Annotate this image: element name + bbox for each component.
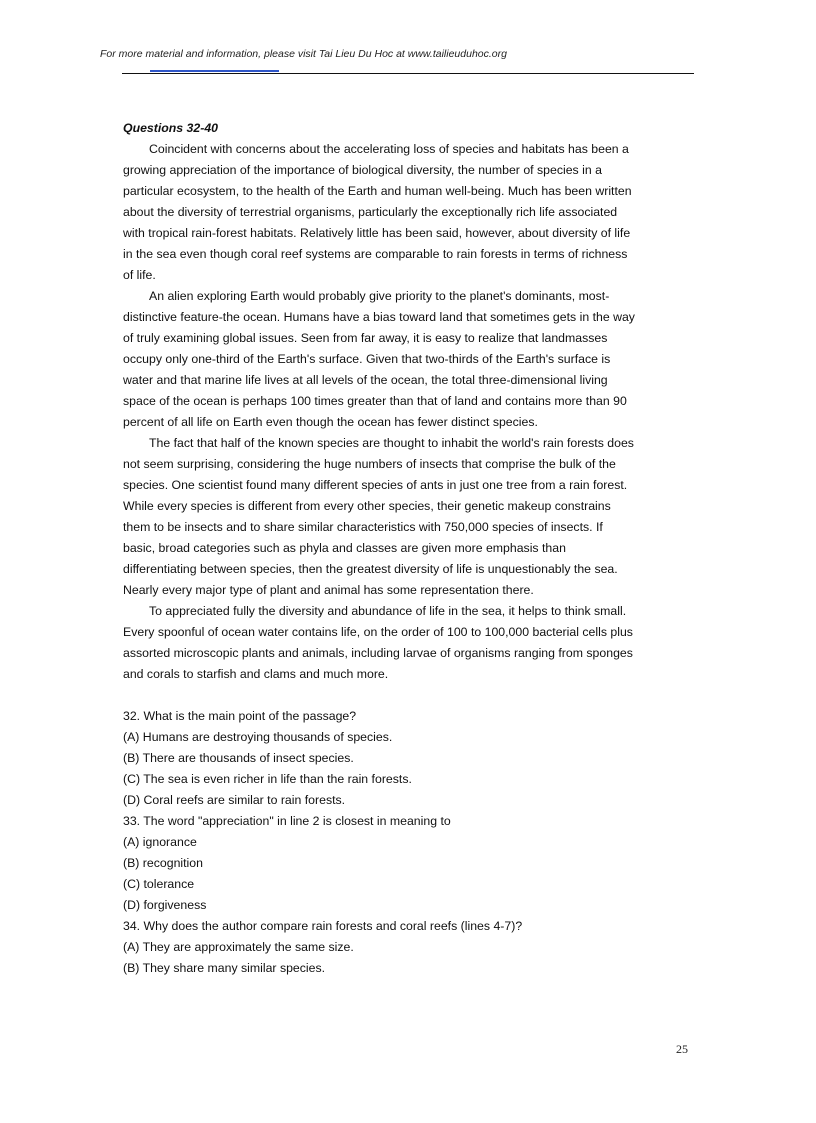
- passage-paragraph: Coincident with concerns about the accelerating loss of species and habitats has been a growing appreciation of the importance of biological diversity, the number of species in a particular ecosystem, to the health of the Earth and human well-being. Much has been written about the diversity of terrestrial organisms, particularly the exceptionally rich life associated with tropical rain-forest habitats. Relatively little has been said, however, about diversity of life in the sea even though coral reef systems are comparable to rain forests in terms of richness of life.: [123, 142, 632, 282]
- passage-paragraph: An alien exploring Earth would probably give priority to the planet's dominants, most-distinctive feature-the ocean. Humans have a bias toward land that sometimes gets in the way of truly examining global issues. Seen from far away, it is easy to realize that landmasses occupy only one-third of the Earth's surface. Given that two-thirds of the Earth's surface is water and that marine life lives at all levels of the ocean, the total three-dimensional living space of the ocean is perhaps 100 times greater than that of land and contains more than 90 percent of all life on Earth even though the ocean has fewer distinct species.: [123, 289, 635, 429]
- answer-option: (A) They are approximately the same size.: [123, 940, 354, 954]
- section-title: Questions 32-40: [123, 121, 218, 135]
- question-stem: 32. What is the main point of the passage?: [123, 709, 357, 723]
- question-list: [123, 706, 638, 979]
- answer-option: (C) The sea is even richer in life than the rain forests.: [123, 772, 412, 786]
- header-rule: [122, 73, 694, 74]
- passage-paragraph: To appreciated fully the diversity and abundance of life in the sea, it helps to think small. Every spoonful of ocean water contains life, on the order of 100 to 100,000 bacterial cells plus assorted microscopic plants and animals, including larvae of organisms ranging from sponges and corals to starfish and clams and much more.: [123, 604, 633, 681]
- document-body: [123, 118, 638, 979]
- answer-option: (B) There are thousands of insect species.: [123, 751, 354, 765]
- question-stem: 33. The word "appreciation" in line 2 is closest in meaning to: [123, 814, 451, 828]
- answer-option: (A) ignorance: [123, 835, 197, 849]
- passage: [123, 139, 638, 685]
- question-stem: 34. Why does the author compare rain forests and coral reefs (lines 4-7)?: [123, 919, 523, 933]
- answer-option: (D) Coral reefs are similar to rain forests.: [123, 793, 346, 807]
- answer-option: (A) Humans are destroying thousands of species.: [123, 730, 393, 744]
- header-accent-line: [150, 70, 279, 72]
- answer-option: (B) They share many similar species.: [123, 961, 326, 975]
- answer-option: (C) tolerance: [123, 877, 195, 891]
- page-number: 25: [676, 1042, 688, 1056]
- passage-paragraph: The fact that half of the known species are thought to inhabit the world's rain forests does not seem surprising, considering the huge numbers of insects that comprise the bulk of the species. One scientist found many different species of ants in just one tree from a rain forest. While every species is different from every other species, their genetic makeup constrains them to be insects and to share similar characteristics with 750,000 species of insects. If basic, broad categories such as phyla and classes are given more emphasis than differentiating between species, then the greatest diversity of life is unquestionably the sea. Nearly every major type of plant and animal has some representation there.: [123, 436, 634, 597]
- answer-option: (D) forgiveness: [123, 898, 207, 912]
- header-note: For more material and information, please visit Tai Lieu Du Hoc at www.tailieuduhoc.org: [100, 48, 507, 60]
- answer-option: (B) recognition: [123, 856, 203, 870]
